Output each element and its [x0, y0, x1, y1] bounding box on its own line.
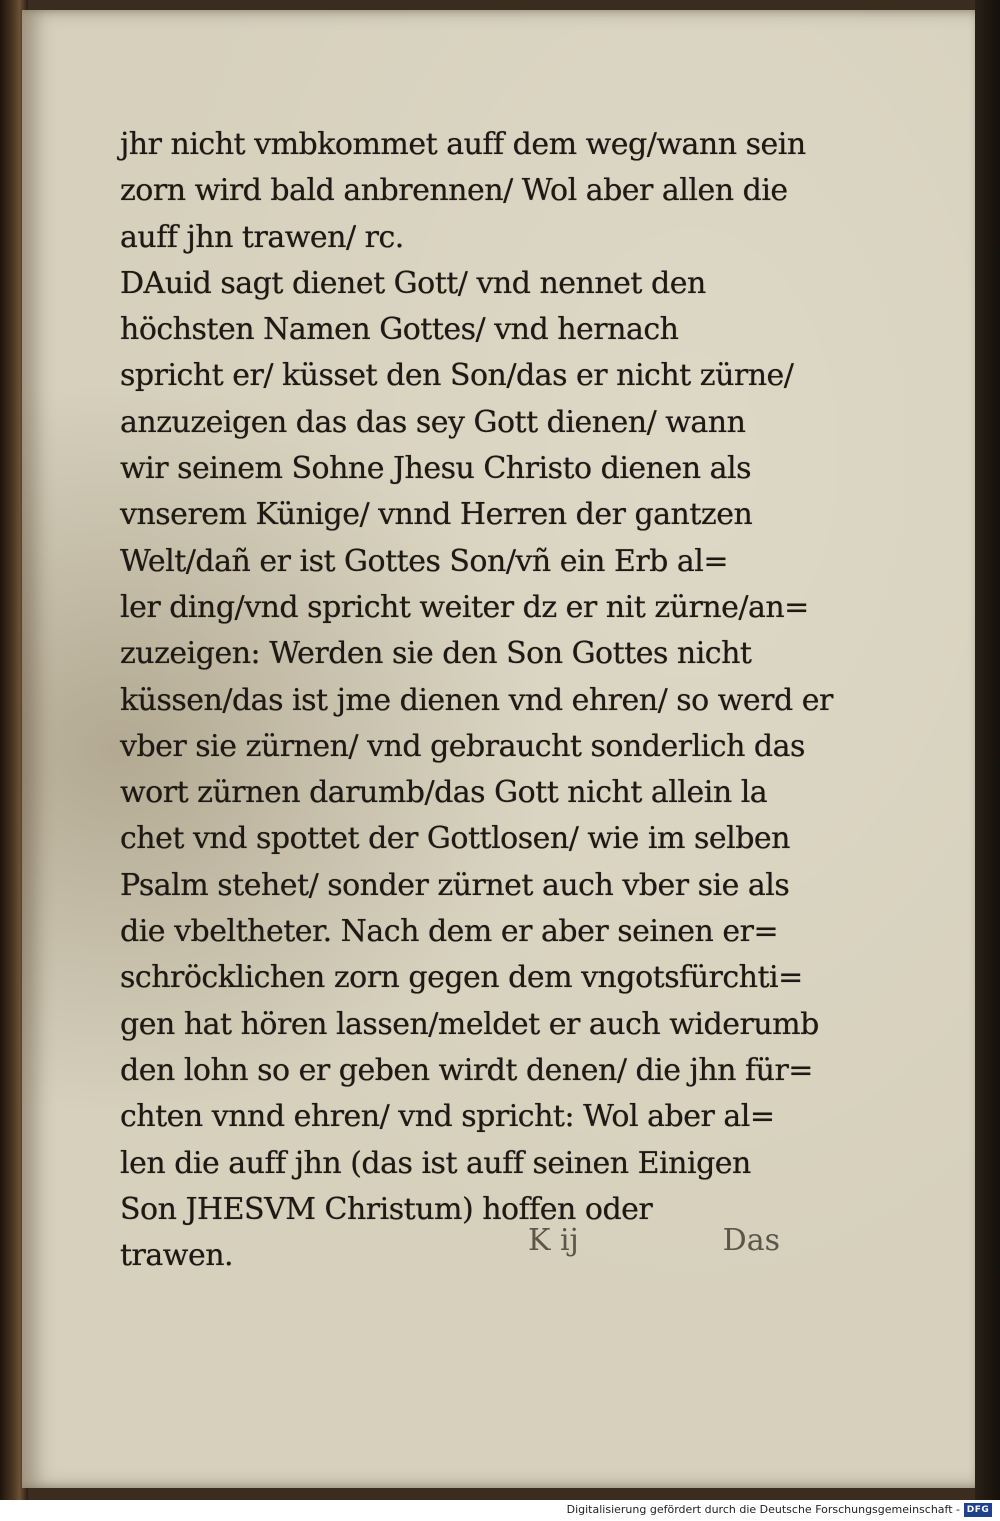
text-line: jhr nicht vmbkommet auff dem weg/wann sein	[120, 127, 806, 162]
text-line: wir seinem Sohne Jhesu Christo dienen als	[120, 451, 751, 487]
catchword: Das	[722, 1223, 780, 1258]
body-text	[120, 122, 833, 1279]
text-line: zorn wird bald anbrennen/ Wol aber allen die	[120, 173, 788, 209]
text-line: küssen/das ist jme dienen vnd ehren/ so werd er	[120, 682, 833, 718]
text-line: Welt/dañ er ist Gottes Son/vñ ein Erb al=	[120, 543, 729, 579]
text-line: gen hat hören lassen/meldet er auch widerumb	[120, 1006, 819, 1042]
text-line: vnserem Künige/ vnnd Herren der gantzen	[120, 497, 753, 533]
text-line: chet vnd spottet der Gottlosen/ wie im selben	[120, 821, 791, 857]
page-edge-shadow	[975, 0, 1000, 1500]
text-line: auff jhn trawen/ rc.	[120, 219, 404, 255]
page-footer-line	[520, 1216, 780, 1266]
text-line: chten vnnd ehren/ vnd spricht: Wol aber al=	[120, 1099, 775, 1135]
text-line: wort zürnen darumb/das Gott nicht allein la	[120, 775, 768, 811]
text-line: zuzeigen: Werden sie den Son Gottes nicht	[120, 636, 752, 672]
text-line: trawen.	[120, 1238, 234, 1274]
text-line: höchsten Namen Gottes/ vnd hernach	[120, 312, 679, 348]
text-line: DAuid sagt dienet Gott/ vnd nennet den	[120, 265, 706, 301]
text-line: die vbeltheter. Nach dem er aber seinen er=	[120, 914, 779, 950]
text-line: vber sie zürnen/ vnd gebraucht sonderlich das	[120, 728, 805, 764]
text-line: anzuzeigen das das sey Gott dienen/ wann	[120, 404, 746, 440]
digitization-footer	[0, 1500, 1000, 1521]
signature-mark: K ij	[528, 1223, 579, 1258]
funding-credit: Digitalisierung gefördert durch die Deutsche Forschungsgemeinschaft -	[566, 1503, 960, 1516]
text-line: len die auff jhn (das ist auff seinen Einigen	[120, 1145, 751, 1181]
text-line: Psalm stehet/ sonder zürnet auch vber sie als	[120, 867, 790, 903]
dfg-logo: DFG	[964, 1503, 992, 1517]
text-line: den lohn so er geben wirdt denen/ die jhn für=	[120, 1052, 813, 1088]
text-line: schröcklichen zorn gegen dem vngotsfürchti=	[120, 960, 803, 996]
text-line: ler ding/vnd spricht weiter dz er nit zürne/an=	[120, 589, 809, 625]
text-line: Son JHESVM Christum) hoffen oder	[120, 1191, 653, 1227]
text-line: spricht er/ küsset den Son/das er nicht zürne/	[120, 358, 794, 394]
